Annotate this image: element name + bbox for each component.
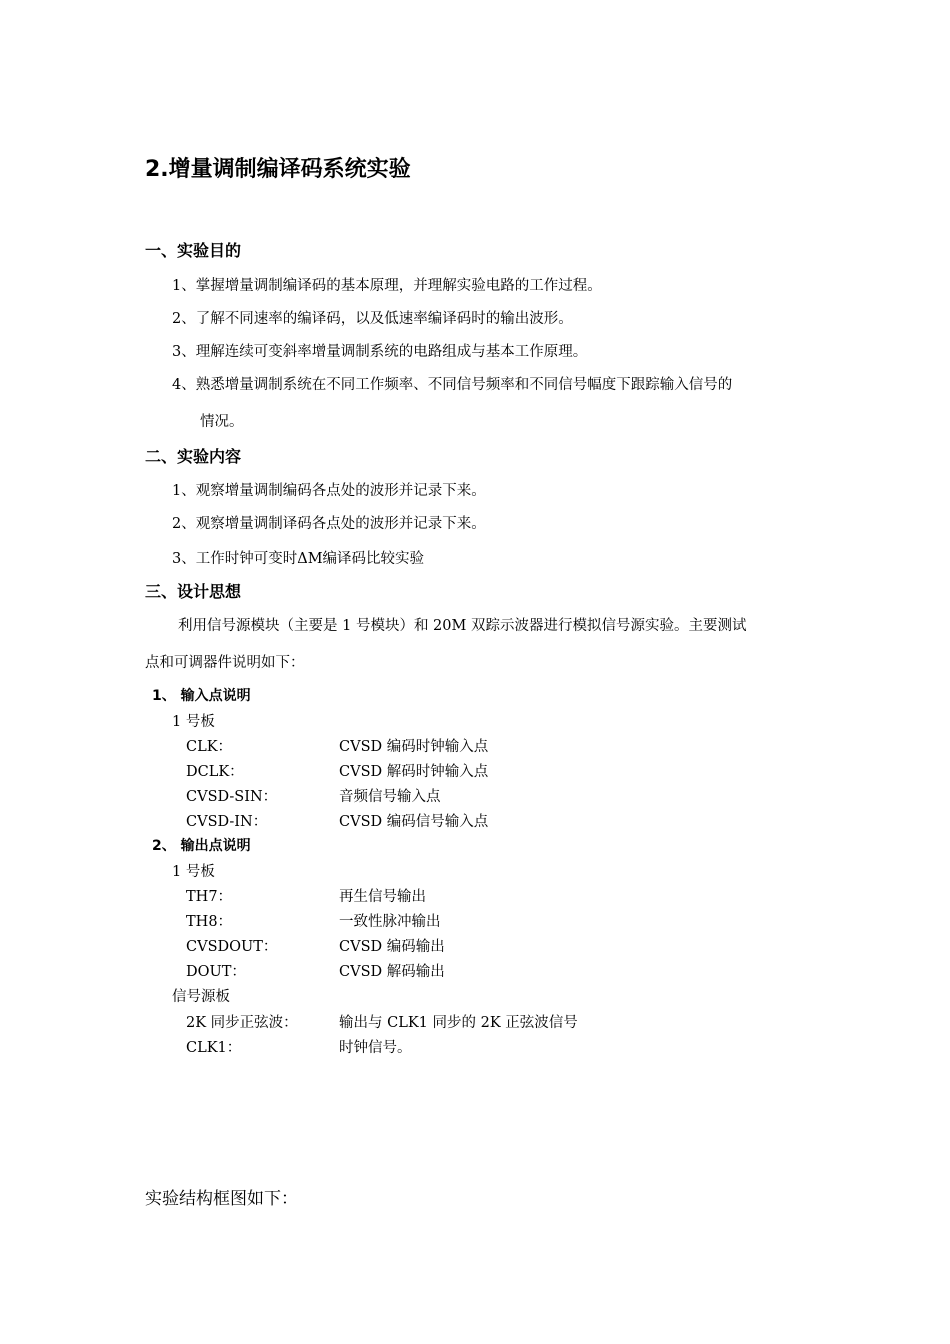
output-points-heading: 2、 输出点说明: [152, 838, 251, 854]
design-paragraph-line1: 利用信号源模块（主要是 1 号模块）和 20M 双踪示波器进行模拟信号源实验。主要测试: [178, 618, 747, 634]
section-heading-content: 二、实验内容: [145, 447, 242, 466]
input-row-label: CVSD-IN：: [186, 814, 268, 830]
purpose-item-4-cont: 情况。: [200, 414, 244, 430]
input-row-label: CVSD-SIN：: [186, 789, 278, 805]
section-heading-design: 三、设计思想: [145, 582, 242, 601]
purpose-item-4: 4、熟悉增量调制系统在不同工作频率、不同信号频率和不同信号幅度下跟踪输入信号的: [172, 377, 733, 393]
content-item-1: 1、观察增量调制编码各点处的波形并记录下来。: [172, 483, 486, 499]
purpose-item-3: 3、理解连续可变斜率增量调制系统的电路组成与基本工作原理。: [172, 344, 588, 360]
output-row-desc: 再生信号输出: [339, 889, 426, 905]
output-row-label: DOUT：: [186, 964, 246, 980]
purpose-item-1: 1、掌握增量调制编译码的基本原理，并理解实验电路的工作过程。: [172, 278, 602, 294]
signal-source-row-label: CLK1：: [186, 1040, 242, 1056]
purpose-item-2: 2、了解不同速率的编译码，以及低速率编译码时的输出波形。: [172, 311, 573, 327]
input-points-heading: 1、 输入点说明: [152, 688, 251, 704]
input-row-label: DCLK：: [186, 764, 244, 780]
input-row-desc: CVSD 编码信号输入点: [339, 814, 489, 830]
output-board-label: 1 号板: [172, 864, 215, 880]
input-row-desc: CVSD 编码时钟输入点: [339, 739, 489, 755]
design-paragraph-line2: 点和可调器件说明如下：: [145, 655, 305, 671]
signal-source-row-label: 2K 同步正弦波：: [186, 1015, 298, 1031]
section-heading-purpose: 一、实验目的: [145, 241, 242, 260]
output-row-label: TH7：: [186, 889, 233, 905]
output-row-desc: CVSD 解码输出: [339, 964, 445, 980]
input-board-label: 1 号板: [172, 714, 215, 730]
input-row-desc: CVSD 解码时钟输入点: [339, 764, 489, 780]
output-row-label: CVSDOUT：: [186, 939, 278, 955]
output-row-desc: CVSD 编码输出: [339, 939, 445, 955]
output-row-desc: 一致性脉冲输出: [339, 914, 441, 930]
page-title: 2.增量调制编译码系统实验: [145, 157, 411, 182]
signal-source-row-desc: 时钟信号。: [339, 1040, 412, 1056]
output-row-label: TH8：: [186, 914, 233, 930]
input-row-desc: 音频信号输入点: [339, 789, 441, 805]
content-item-3: 3、工作时钟可变时ΔM编译码比较实验: [172, 551, 425, 567]
input-row-label: CLK：: [186, 739, 233, 755]
signal-source-row-desc: 输出与 CLK1 同步的 2K 正弦波信号: [339, 1015, 578, 1031]
block-diagram-caption: 实验结构框图如下：: [145, 1189, 298, 1209]
content-item-2: 2、观察增量调制译码各点处的波形并记录下来。: [172, 516, 486, 532]
signal-source-board-label: 信号源板: [172, 989, 230, 1005]
